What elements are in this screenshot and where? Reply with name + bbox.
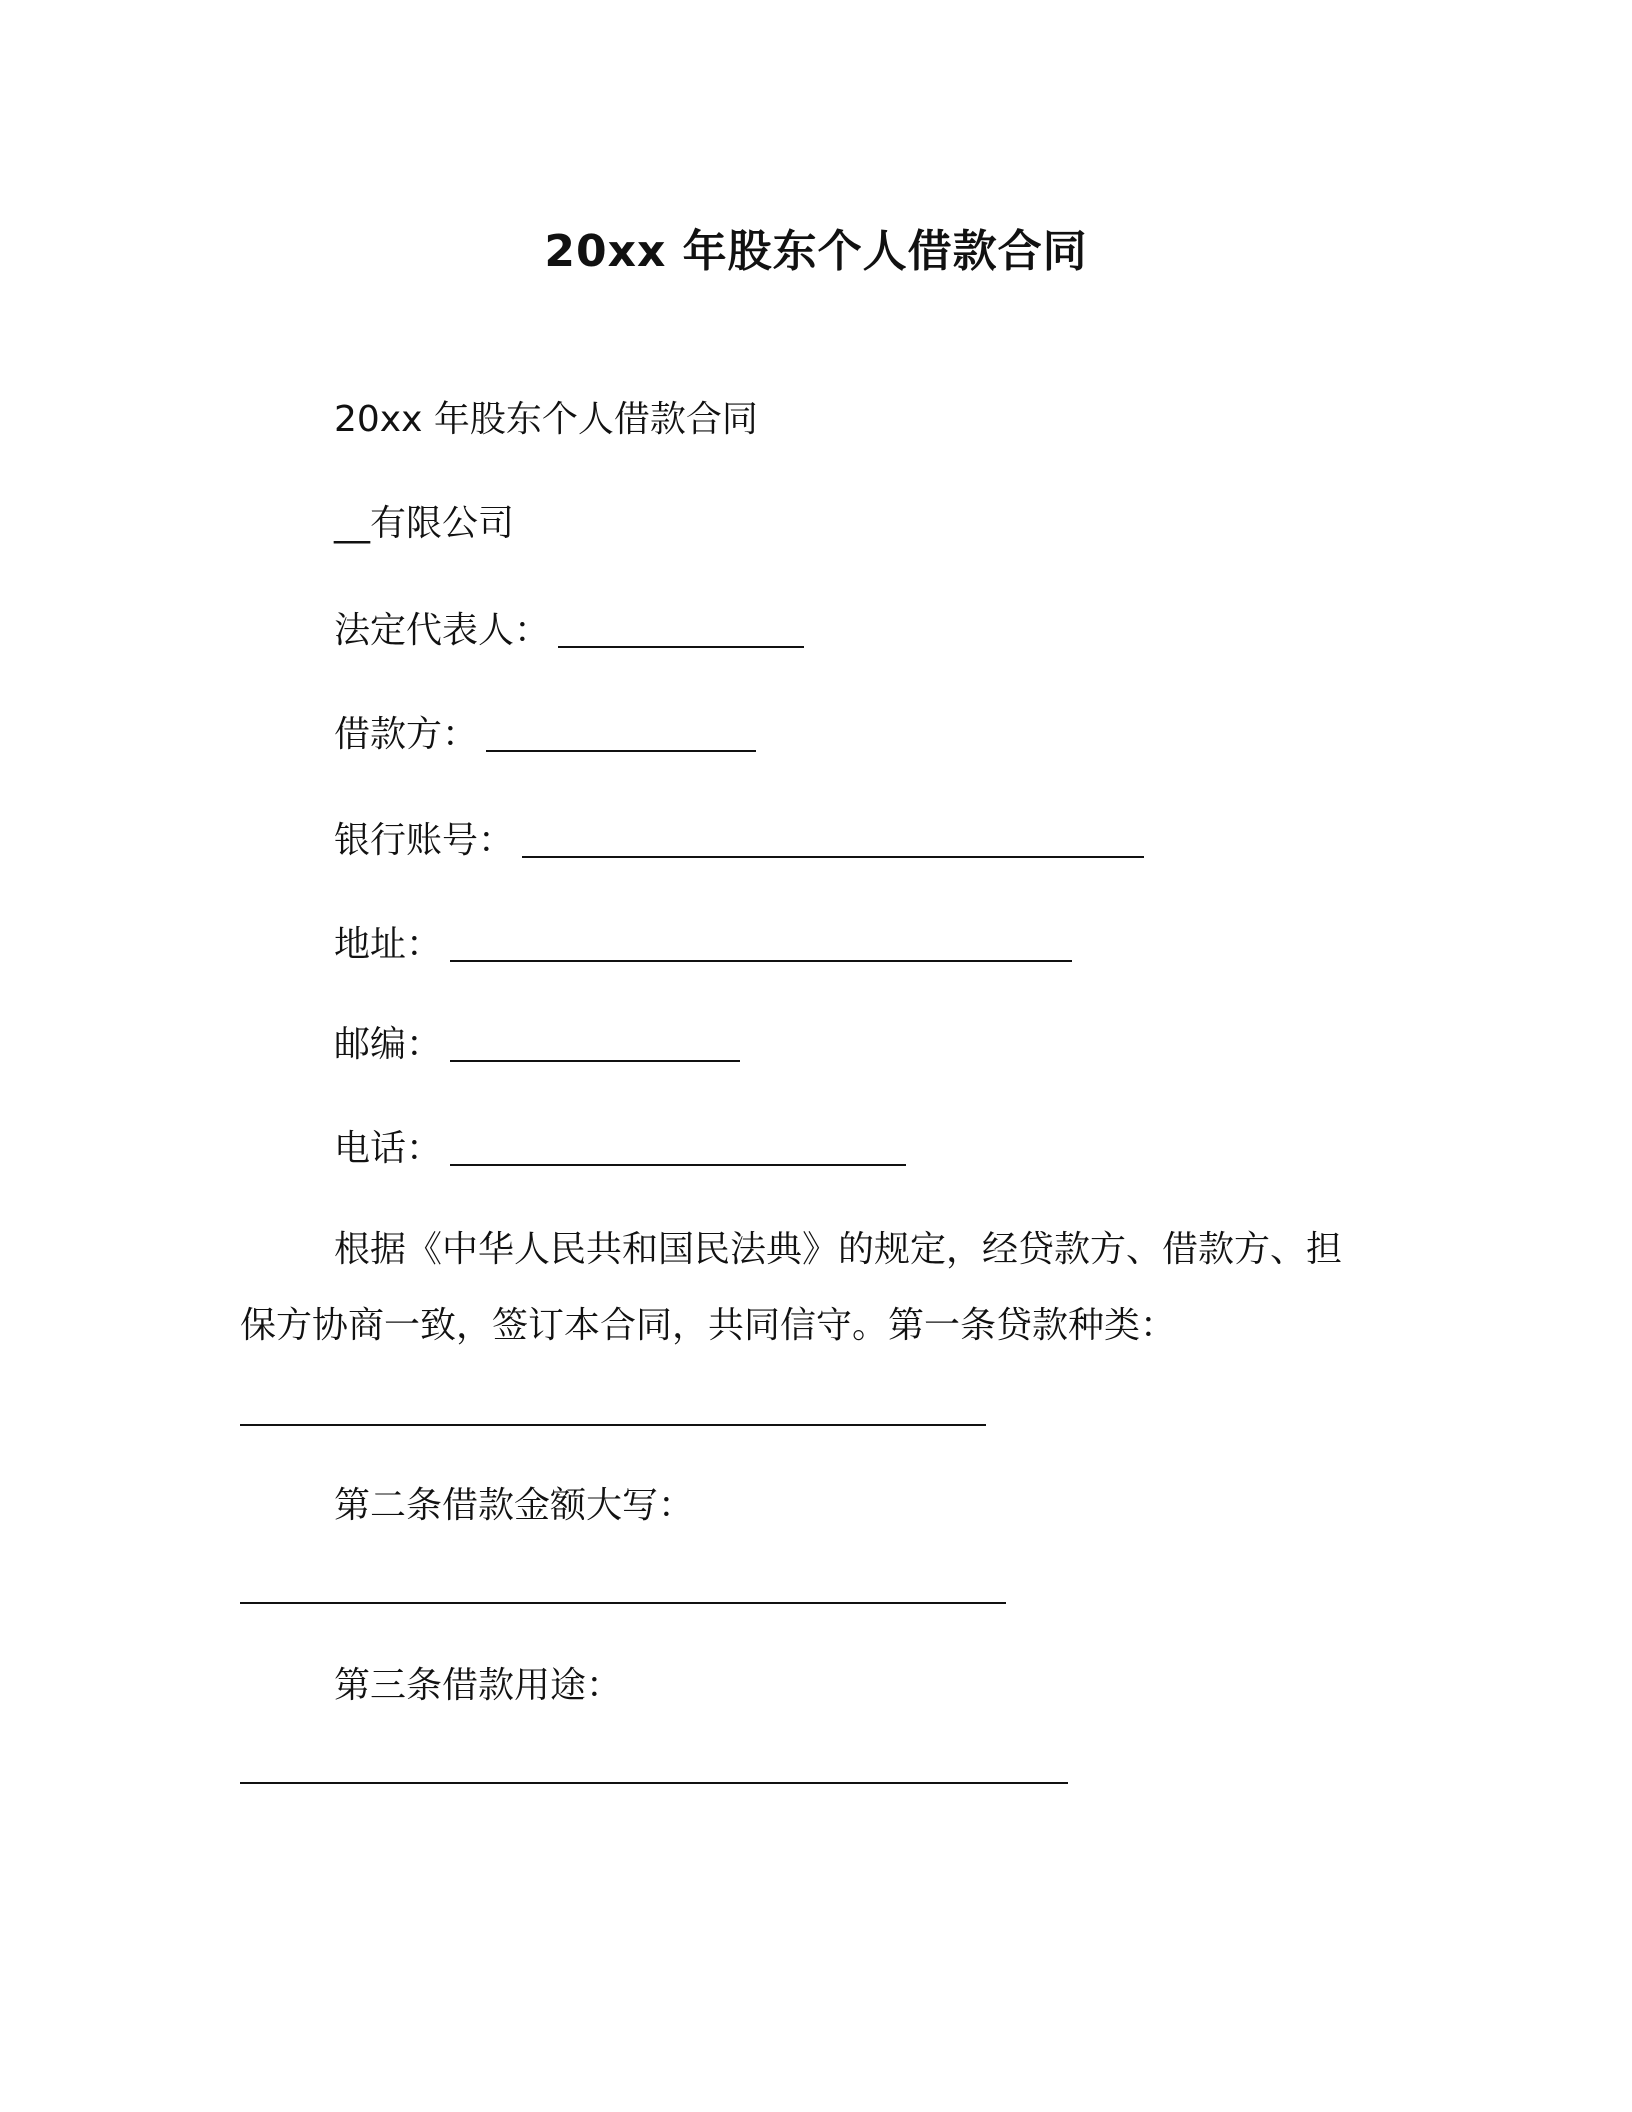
field-label: 银行账号： <box>334 820 515 861</box>
blank-line <box>486 714 756 752</box>
blank-line-loan-type <box>240 1424 986 1426</box>
paragraph-line-2: 保方协商一致，签订本合同，共同信守。第一条贷款种类： <box>240 1305 1177 1346</box>
field-legal-representative <box>334 604 804 655</box>
company-name: __有限公司 <box>334 503 515 544</box>
article-3: 第三条借款用途： <box>334 1665 623 1706</box>
field-bank-account <box>334 814 1144 865</box>
document-title: 20xx 年股东个人借款合同 <box>544 226 1088 277</box>
blank-line <box>450 924 1072 962</box>
field-phone <box>334 1122 906 1173</box>
article-2: 第二条借款金额大写： <box>334 1485 695 1526</box>
field-label: 电话： <box>334 1128 443 1169</box>
field-label: 邮编： <box>334 1024 443 1065</box>
field-label: 法定代表人： <box>334 610 551 651</box>
blank-line <box>522 820 1144 858</box>
blank-line <box>558 610 804 648</box>
field-address <box>334 918 1072 969</box>
field-postcode <box>334 1018 740 1069</box>
blank-line-loan-amount <box>240 1602 1006 1604</box>
blank-line <box>450 1128 906 1166</box>
field-label: 地址： <box>334 924 443 965</box>
contract-subtitle: 20xx 年股东个人借款合同 <box>334 399 758 440</box>
blank-line-loan-purpose <box>240 1782 1068 1784</box>
field-borrower <box>334 708 756 759</box>
paragraph-line-1: 根据《中华人民共和国民法典》的规定，经贷款方、借款方、担 <box>334 1229 1343 1270</box>
field-label: 借款方： <box>334 714 479 755</box>
blank-line <box>450 1024 740 1062</box>
